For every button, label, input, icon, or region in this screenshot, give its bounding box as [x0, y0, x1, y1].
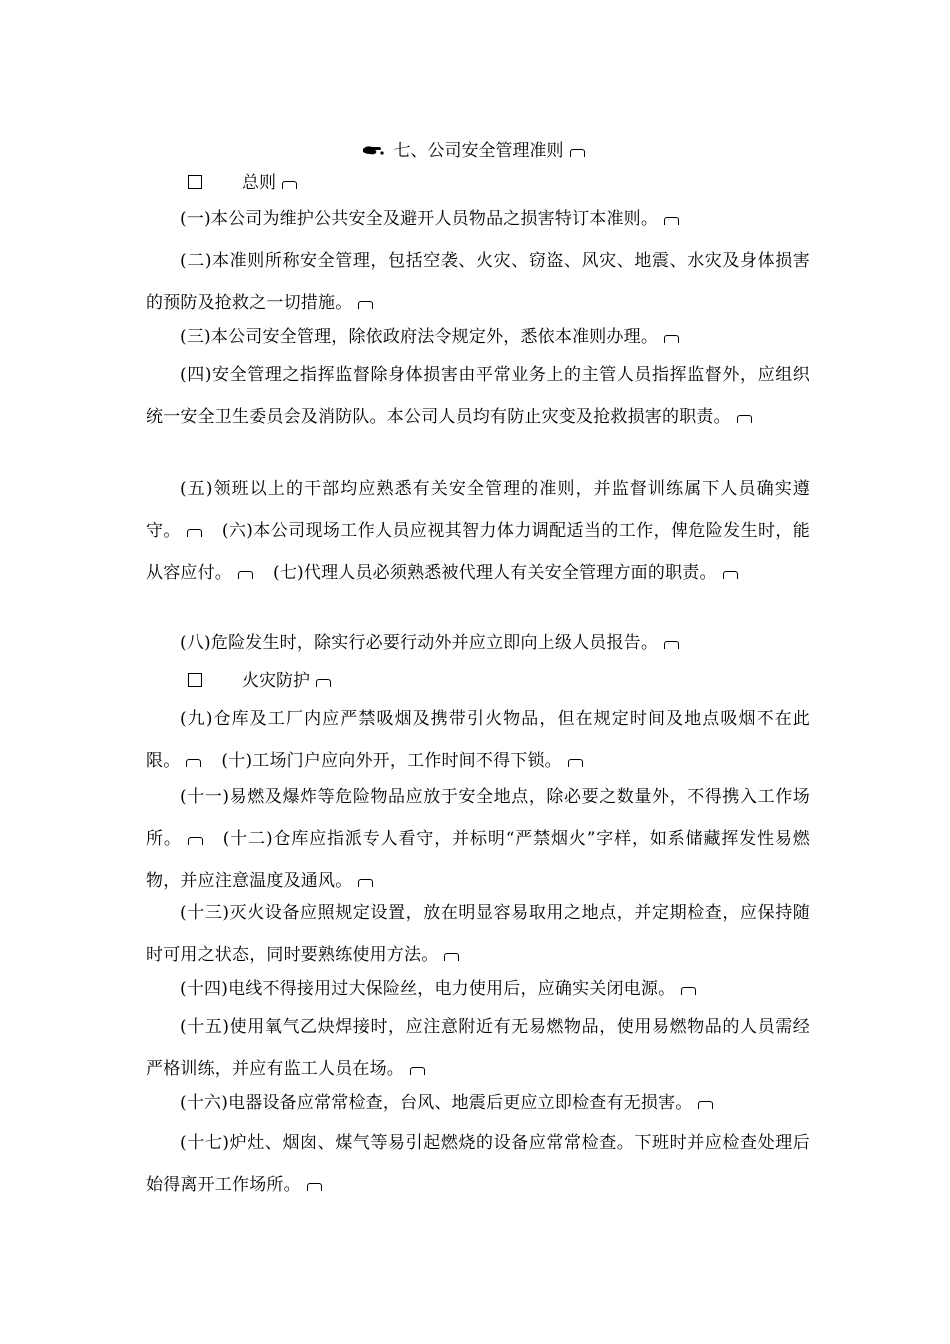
paragraph-mark-icon: [410, 1067, 425, 1075]
paragraph-1: (一)本公司为维护公共安全及避开人员物品之损害特订本准则。: [146, 198, 810, 240]
paragraph-mark-icon: [723, 571, 738, 579]
paragraph-mark-icon: [681, 987, 696, 995]
paragraph-3: (三)本公司安全管理，除依政府法令规定外，悉依本准则办理。: [146, 316, 810, 358]
checkbox-square-icon: [188, 175, 202, 189]
section-heading-general: 总则: [188, 168, 301, 198]
paragraph-5-6-7: (五)领班以上的干部均应熟悉有关安全管理的准则，并监督训练属下人员确实遵守。 (六)本公司现场工作人员应视其智力体力调配适当的工作，俾危险发生时，能从容应付。 (七)代理人员必须熟悉被代理人有关安全管理方面的职责。: [146, 479, 810, 583]
paragraph-mark-icon: [358, 301, 373, 309]
paragraph-17: (十七)炉灶、烟囱、煤气等易引起燃烧的设备应常常检查。下班时并应检查处理后始得离开工作场所。: [146, 1133, 810, 1195]
paragraph-8: (八)危险发生时，除实行必要行动外并应立即向上级人员报告。: [146, 622, 810, 664]
paragraph-mark-icon: [187, 529, 202, 537]
paragraph-mark-icon: [664, 217, 679, 225]
paragraph-11-12: (十一)易燃及爆炸等危险物品应放于安全地点，除必要之数量外，不得携入工作场所。 (十二)仓库应指派专人看守，并标明“严禁烟火”字样，如系储藏挥发性易燃物，并应注意温度及通风。: [146, 787, 810, 891]
paragraph-mark-icon: [698, 1101, 713, 1109]
checkbox-square-icon: [188, 673, 202, 687]
paragraph-15: (十五)使用氧气乙炔焊接时，应注意附近有无易燃物品，使用易燃物品的人员需经严格训练，并应有监工人员在场。: [146, 1017, 810, 1079]
page-title-line: [0, 136, 950, 166]
paragraph-mark-icon: [282, 181, 297, 189]
paragraph-13: (十三)灭火设备应照规定设置，放在明显容易取用之地点，并定期检查，应保持随时可用之状态，同时要熟练使用方法。: [146, 903, 810, 965]
paragraph-mark-icon: [358, 879, 373, 887]
paragraph-mark-icon: [186, 759, 201, 767]
paragraph-mark-icon: [188, 837, 203, 845]
paragraph-2: (二)本准则所称安全管理，包括空袭、火灾、窃盗、风灾、地震、水灾及身体损害的预防及抢救之一切措施。: [146, 251, 810, 313]
paragraph-mark-icon: [664, 641, 679, 649]
paragraph-14: (十四)电线不得接用过大保险丝，电力使用后，应确实关闭电源。: [146, 968, 810, 1010]
paragraph-mark-icon: [444, 953, 459, 961]
paragraph-16: (十六)电器设备应常常检查，台风、地震后更应立即检查有无损害。: [146, 1082, 810, 1124]
hand-pointer-icon: [362, 137, 384, 151]
paragraph-mark-icon: [570, 149, 585, 157]
paragraph-mark-icon: [664, 335, 679, 343]
paragraph-9-10: (九)仓库及工厂内应严禁吸烟及携带引火物品，但在规定时间及地点吸烟不在此限。 (十)工场门户应向外开，工作时间不得下锁。: [146, 709, 810, 771]
paragraph-mark-icon: [316, 679, 331, 687]
section-heading-fire-protection: 火灾防护: [188, 666, 335, 696]
paragraph-mark-icon: [307, 1183, 322, 1191]
page-title: 七、公司安全管理准则: [393, 141, 564, 161]
paragraph-mark-icon: [568, 759, 583, 767]
paragraph-mark-icon: [238, 571, 253, 579]
paragraph-4: (四)安全管理之指挥监督除身体损害由平常业务上的主管人员指挥监督外，应组织统一安全卫生委员会及消防队。本公司人员均有防止灾变及抢救损害的职责。: [146, 365, 810, 427]
paragraph-mark-icon: [737, 415, 752, 423]
